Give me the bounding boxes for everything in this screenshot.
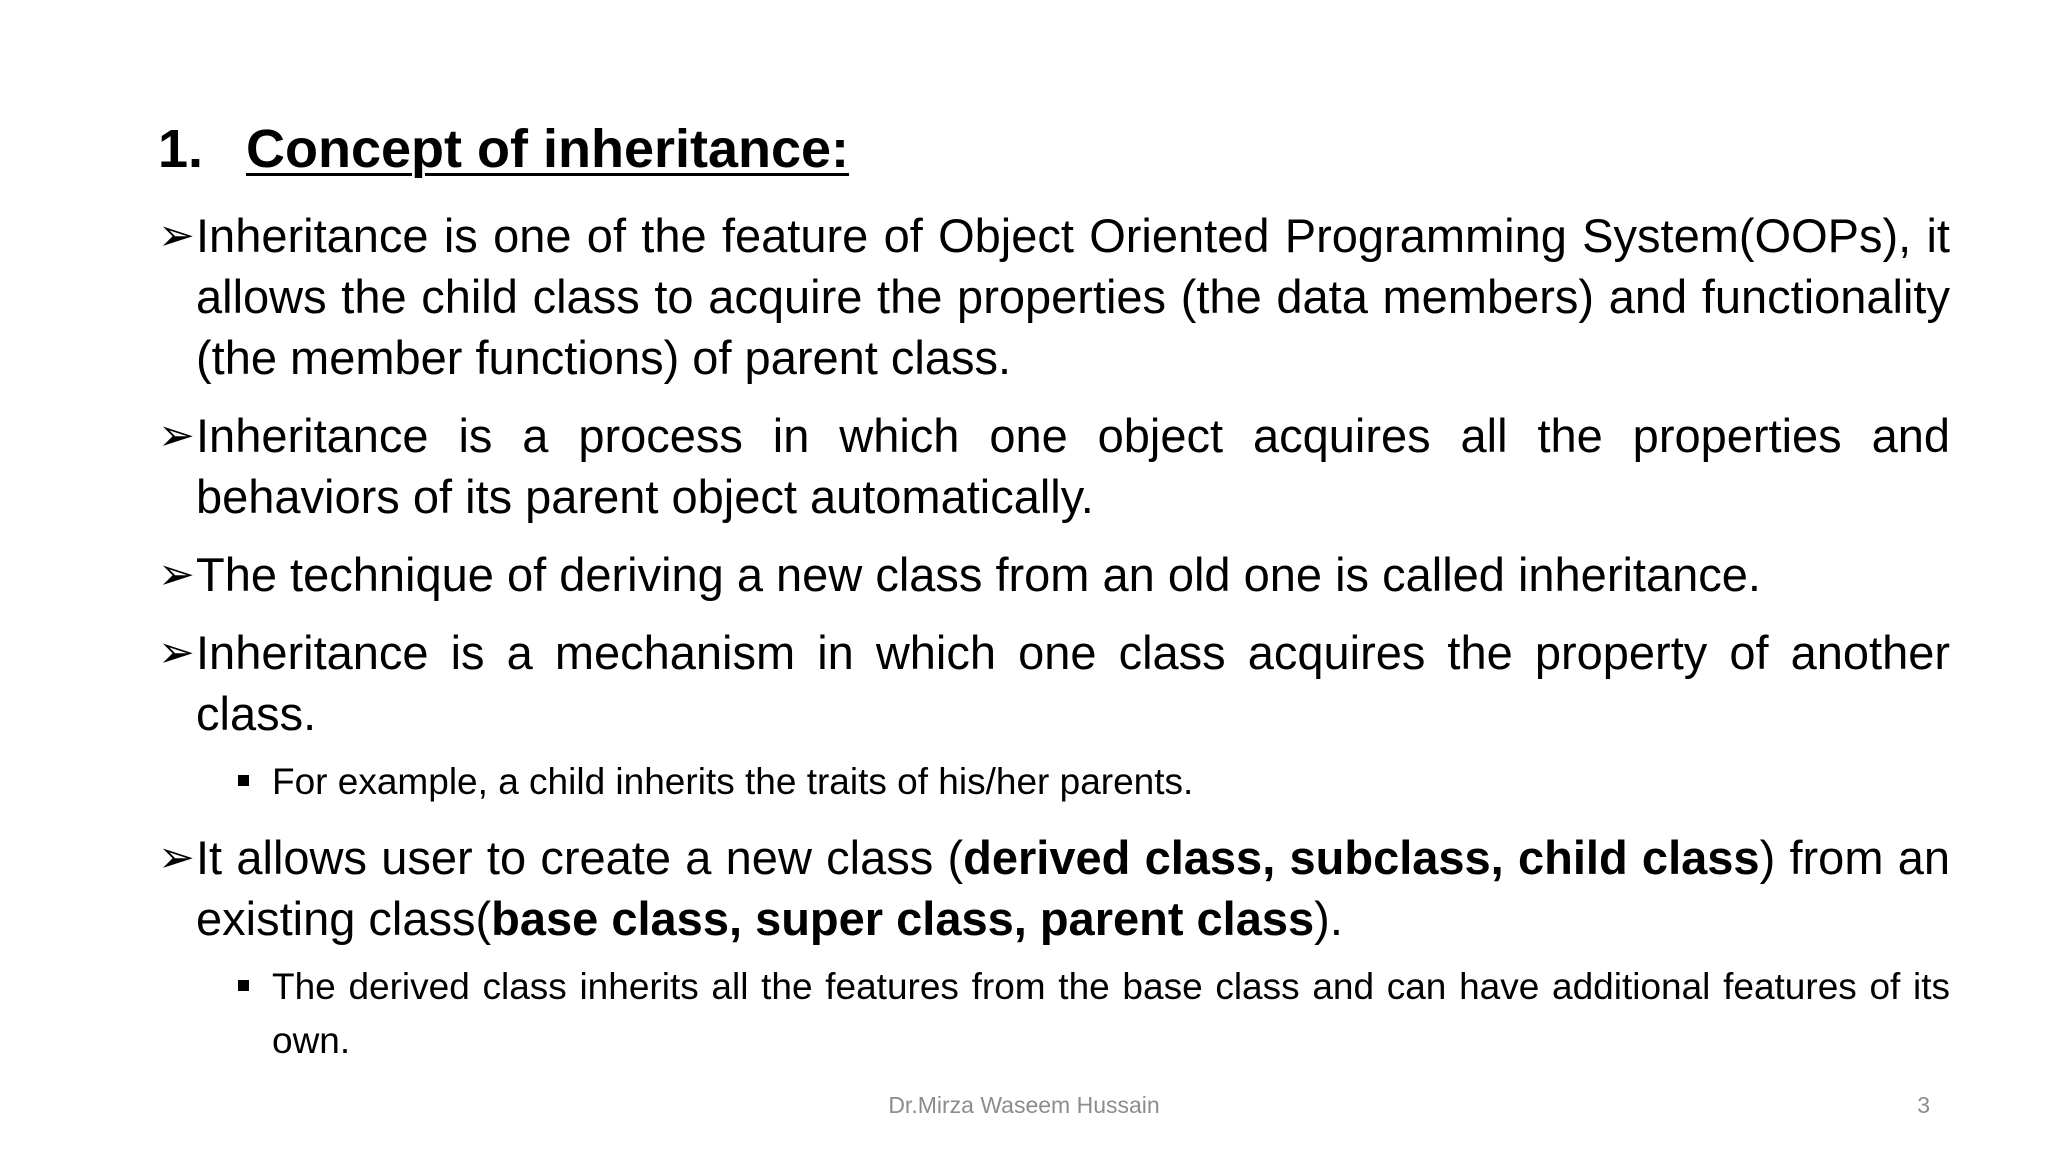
sub-bullet-1 (272, 755, 1950, 809)
title-number: 1. (158, 119, 204, 179)
slide-body (158, 205, 1950, 1086)
square-bullet-icon (238, 775, 249, 786)
square-bullet-icon (238, 980, 249, 991)
bullet-4-text: Inheritance is a mechanism in which one class acquires the property of another class. (196, 626, 1950, 740)
bullet-5-bold-derived: derived class, subclass, child class (963, 831, 1760, 884)
bullet-5-text-part1: It allows user to create a new class ( (196, 831, 964, 884)
title-text: Concept of inheritance: (246, 119, 850, 179)
arrow-bullet-icon: ➢ (158, 211, 195, 260)
bullet-5-text-part2: ) from an existing class( (196, 831, 1951, 945)
sub-bullet-2 (272, 960, 1950, 1068)
bullet-1-text: Inheritance is one of the feature of Object Oriented Programming System(OOPs), it allows the child class to acquire the properties (the data members) and functionality (the member functions) of parent class. (196, 209, 1950, 384)
bullet-3-text: The technique of deriving a new class from an old one is called inheritance. (196, 548, 1761, 601)
bullet-1 (158, 205, 1950, 388)
arrow-bullet-icon: ➢ (158, 550, 195, 599)
sub-bullet-1-text: For example, a child inherits the traits of his/her parents. (272, 761, 1194, 802)
page-number: 3 (1917, 1092, 1930, 1118)
arrow-bullet-icon: ➢ (158, 628, 195, 677)
bullet-5-text-part3: ). (1314, 892, 1343, 945)
bullet-3 (158, 544, 1950, 605)
arrow-bullet-icon: ➢ (158, 833, 195, 882)
bullet-5 (158, 827, 1950, 949)
bullet-2-text: Inheritance is a process in which one object acquires all the properties and behaviors of its parent object automatically. (196, 409, 1950, 523)
bullet-2 (158, 405, 1950, 527)
bullet-4 (158, 622, 1950, 744)
arrow-bullet-icon: ➢ (158, 411, 195, 460)
slide-title (158, 114, 849, 184)
sub-bullet-2-text: The derived class inherits all the features from the base class and can have additional features of its own. (272, 966, 1950, 1061)
footer-author: Dr.Mirza Waseem Hussain (888, 1092, 1160, 1118)
bullet-5-bold-base: base class, super class, parent class (491, 892, 1315, 945)
